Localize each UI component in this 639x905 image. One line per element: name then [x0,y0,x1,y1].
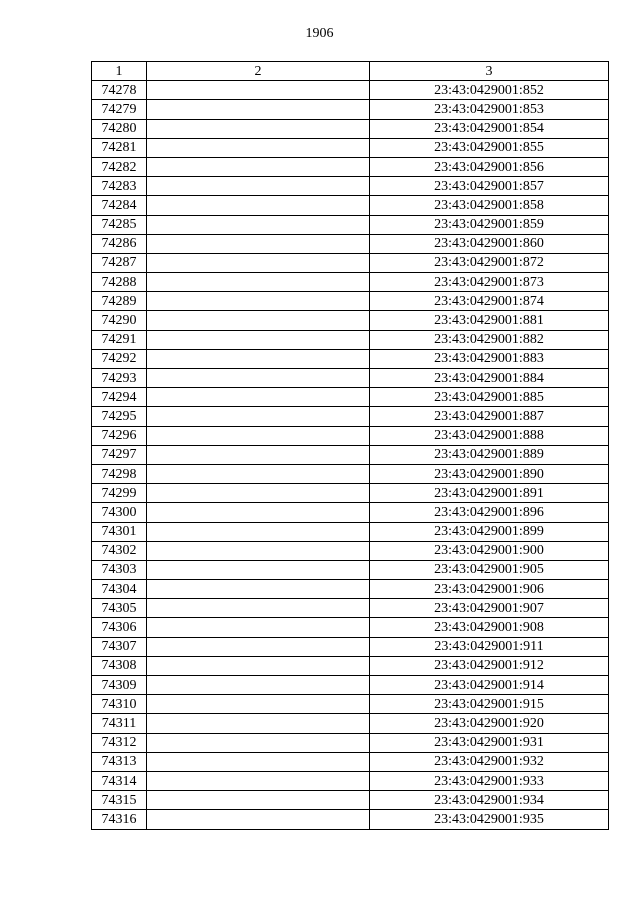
table-row [92,253,609,272]
empty-cell [147,311,370,330]
table-row [92,426,609,445]
cadastral-number-cell: 23:43:0429001:934 [370,791,609,810]
empty-cell [147,81,370,100]
row-number-cell: 74311 [92,714,147,733]
cadastral-number-cell: 23:43:0429001:853 [370,100,609,119]
table-row [92,733,609,752]
empty-cell [147,119,370,138]
cadastral-number-cell: 23:43:0429001:852 [370,81,609,100]
empty-cell [147,464,370,483]
row-number-cell: 74295 [92,407,147,426]
table-row [92,369,609,388]
row-number-cell: 74298 [92,464,147,483]
row-number-cell: 74310 [92,695,147,714]
table-row [92,714,609,733]
row-number-cell: 74288 [92,273,147,292]
table-row [92,234,609,253]
table-row [92,311,609,330]
cadastral-number-cell: 23:43:0429001:920 [370,714,609,733]
empty-cell [147,714,370,733]
registry-table [91,61,609,830]
cadastral-number-cell: 23:43:0429001:889 [370,445,609,464]
cadastral-number-cell: 23:43:0429001:881 [370,311,609,330]
table-row [92,752,609,771]
empty-cell [147,791,370,810]
row-number-cell: 74292 [92,349,147,368]
row-number-cell: 74316 [92,810,147,829]
cadastral-number-cell: 23:43:0429001:931 [370,733,609,752]
empty-cell [147,733,370,752]
column-header-2: 2 [147,62,370,81]
empty-cell [147,215,370,234]
cadastral-number-cell: 23:43:0429001:884 [370,369,609,388]
table-row [92,81,609,100]
table-row [92,503,609,522]
table-row [92,791,609,810]
cadastral-number-cell: 23:43:0429001:883 [370,349,609,368]
table-row [92,119,609,138]
empty-cell [147,484,370,503]
empty-cell [147,407,370,426]
table-row [92,349,609,368]
row-number-cell: 74313 [92,752,147,771]
table-row [92,676,609,695]
row-number-cell: 74296 [92,426,147,445]
cadastral-number-cell: 23:43:0429001:887 [370,407,609,426]
cadastral-number-cell: 23:43:0429001:890 [370,464,609,483]
table-row [92,388,609,407]
row-number-cell: 74290 [92,311,147,330]
empty-cell [147,676,370,695]
table-row [92,196,609,215]
table-row [92,560,609,579]
row-number-cell: 74303 [92,560,147,579]
cadastral-number-cell: 23:43:0429001:932 [370,752,609,771]
empty-cell [147,560,370,579]
empty-cell [147,618,370,637]
cadastral-number-cell: 23:43:0429001:915 [370,695,609,714]
empty-cell [147,369,370,388]
row-number-cell: 74304 [92,580,147,599]
table-row [92,771,609,790]
cadastral-number-cell: 23:43:0429001:872 [370,253,609,272]
table-row [92,637,609,656]
cadastral-number-cell: 23:43:0429001:912 [370,656,609,675]
row-number-cell: 74284 [92,196,147,215]
cadastral-number-cell: 23:43:0429001:888 [370,426,609,445]
column-header-3: 3 [370,62,609,81]
empty-cell [147,637,370,656]
empty-cell [147,503,370,522]
table-row [92,138,609,157]
row-number-cell: 74312 [92,733,147,752]
empty-cell [147,292,370,311]
cadastral-number-cell: 23:43:0429001:885 [370,388,609,407]
row-number-cell: 74305 [92,599,147,618]
row-number-cell: 74308 [92,656,147,675]
row-number-cell: 74299 [92,484,147,503]
cadastral-number-cell: 23:43:0429001:933 [370,771,609,790]
row-number-cell: 74315 [92,791,147,810]
table-row [92,407,609,426]
row-number-cell: 74286 [92,234,147,253]
cadastral-number-cell: 23:43:0429001:906 [370,580,609,599]
cadastral-number-cell: 23:43:0429001:854 [370,119,609,138]
table-row [92,541,609,560]
row-number-cell: 74278 [92,81,147,100]
table-row [92,215,609,234]
empty-cell [147,752,370,771]
cadastral-number-cell: 23:43:0429001:858 [370,196,609,215]
row-number-cell: 74283 [92,177,147,196]
table-row [92,522,609,541]
table-row [92,656,609,675]
empty-cell [147,177,370,196]
cadastral-number-cell: 23:43:0429001:935 [370,810,609,829]
table-row [92,157,609,176]
empty-cell [147,599,370,618]
empty-cell [147,445,370,464]
cadastral-number-cell: 23:43:0429001:899 [370,522,609,541]
row-number-cell: 74287 [92,253,147,272]
page-number: 1906 [305,26,334,41]
table-row [92,177,609,196]
row-number-cell: 74297 [92,445,147,464]
empty-cell [147,349,370,368]
row-number-cell: 74293 [92,369,147,388]
table-row [92,618,609,637]
row-number-cell: 74301 [92,522,147,541]
empty-cell [147,771,370,790]
empty-cell [147,522,370,541]
cadastral-number-cell: 23:43:0429001:874 [370,292,609,311]
row-number-cell: 74307 [92,637,147,656]
row-number-cell: 74306 [92,618,147,637]
cadastral-number-cell: 23:43:0429001:856 [370,157,609,176]
empty-cell [147,100,370,119]
table-row [92,464,609,483]
cadastral-number-cell: 23:43:0429001:859 [370,215,609,234]
table-row [92,445,609,464]
empty-cell [147,695,370,714]
table-row [92,580,609,599]
empty-cell [147,157,370,176]
cadastral-number-cell: 23:43:0429001:882 [370,330,609,349]
empty-cell [147,388,370,407]
row-number-cell: 74294 [92,388,147,407]
empty-cell [147,138,370,157]
cadastral-number-cell: 23:43:0429001:914 [370,676,609,695]
cadastral-number-cell: 23:43:0429001:911 [370,637,609,656]
table-row [92,810,609,829]
cadastral-number-cell: 23:43:0429001:873 [370,273,609,292]
empty-cell [147,656,370,675]
empty-cell [147,580,370,599]
cadastral-number-cell: 23:43:0429001:907 [370,599,609,618]
table-header-row [92,62,609,81]
cadastral-number-cell: 23:43:0429001:908 [370,618,609,637]
row-number-cell: 74282 [92,157,147,176]
table-row [92,292,609,311]
row-number-cell: 74281 [92,138,147,157]
cadastral-number-cell: 23:43:0429001:855 [370,138,609,157]
table-row [92,695,609,714]
empty-cell [147,426,370,445]
empty-cell [147,273,370,292]
empty-cell [147,330,370,349]
empty-cell [147,810,370,829]
row-number-cell: 74300 [92,503,147,522]
cadastral-number-cell: 23:43:0429001:905 [370,560,609,579]
row-number-cell: 74309 [92,676,147,695]
empty-cell [147,234,370,253]
table-row [92,273,609,292]
table-row [92,100,609,119]
column-header-1: 1 [92,62,147,81]
cadastral-number-cell: 23:43:0429001:891 [370,484,609,503]
empty-cell [147,541,370,560]
row-number-cell: 74280 [92,119,147,138]
cadastral-number-cell: 23:43:0429001:860 [370,234,609,253]
row-number-cell: 74314 [92,771,147,790]
row-number-cell: 74285 [92,215,147,234]
table-row [92,484,609,503]
row-number-cell: 74302 [92,541,147,560]
empty-cell [147,196,370,215]
cadastral-number-cell: 23:43:0429001:857 [370,177,609,196]
row-number-cell: 74291 [92,330,147,349]
table-row [92,599,609,618]
table-body [92,81,609,829]
empty-cell [147,253,370,272]
row-number-cell: 74289 [92,292,147,311]
cadastral-number-cell: 23:43:0429001:896 [370,503,609,522]
cadastral-number-cell: 23:43:0429001:900 [370,541,609,560]
row-number-cell: 74279 [92,100,147,119]
table-row [92,330,609,349]
